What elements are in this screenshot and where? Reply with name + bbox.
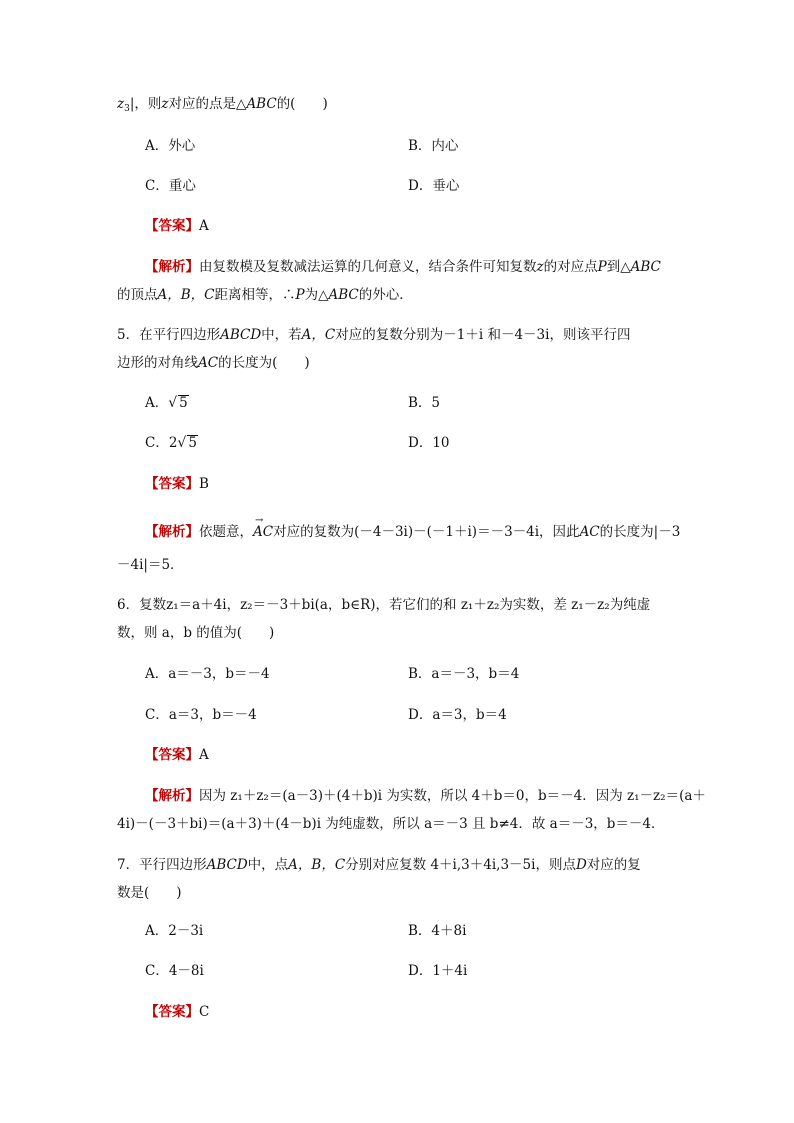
answer-tag: 【答案】 bbox=[145, 218, 199, 234]
q6-analysis-line-2: 4i)－(－3＋bi)＝(a＋3)＋(4－b)i 为纯虚数，所以 a＝－3 且 b≠4．故 a＝－3，b＝－4． bbox=[117, 816, 665, 832]
q5-analysis-line-1: 【解析】依题意，→ AC对应的复数为(－4－3i)－(－1＋i)＝－3－4i，因此AC的长度为|－3 bbox=[145, 522, 680, 542]
q4-answer bbox=[145, 216, 209, 236]
q6-stem-line-2: 数，则 a，b 的值为( ) bbox=[117, 625, 275, 641]
vector-ac: → AC bbox=[253, 522, 273, 542]
q7-stem-line-2: 数是( ) bbox=[117, 885, 182, 901]
q4-option-d[interactable]: D．垂心 bbox=[408, 178, 460, 194]
sqrt-symbol: √ bbox=[177, 435, 187, 451]
q7-option-a[interactable]: A．2－3i bbox=[145, 923, 204, 939]
q6-option-b[interactable]: B．a＝－3，b＝4 bbox=[408, 666, 520, 682]
q7-stem-line-1: 7．平行四边形ABCD中，点A，B，C分别对应复数 4＋i,3＋4i,3－5i，则点D对应的复 bbox=[117, 857, 641, 873]
analysis-tag: 【解析】 bbox=[145, 788, 199, 804]
q5-option-a[interactable]: A．√ 5 bbox=[145, 395, 188, 411]
q7-option-b[interactable]: B．4＋8i bbox=[408, 923, 467, 939]
answer-tag: 【答案】 bbox=[145, 476, 199, 492]
sqrt-symbol: √ bbox=[168, 395, 178, 411]
answer-value: C bbox=[199, 1004, 210, 1020]
q6-option-a[interactable]: A．a＝－3，b＝－4 bbox=[145, 666, 270, 682]
q5-option-d[interactable]: D．10 bbox=[408, 435, 450, 451]
answer-tag: 【答案】 bbox=[145, 1004, 199, 1020]
q4-analysis-line-2: 的顶点A，B，C距离相等，∴P为△ABC的外心． bbox=[117, 287, 413, 303]
q6-option-c[interactable]: C．a＝3，b＝－4 bbox=[145, 707, 257, 723]
analysis-tag: 【解析】 bbox=[145, 524, 199, 540]
q6-stem-line-1: 6．复数z₁＝a＋4i，z₂＝－3＋bi(a，b∈R)，若它们的和 z₁＋z₂为实数，差 z₁－z₂为纯虚 bbox=[117, 597, 651, 613]
answer-value: A bbox=[199, 747, 209, 763]
q5-option-b[interactable]: B．5 bbox=[408, 395, 441, 411]
q4-analysis-line-1: 【解析】由复数模及复数减法运算的几何意义，结合条件可知复数z的对应点P到△ABC bbox=[145, 259, 661, 275]
answer-tag: 【答案】 bbox=[145, 747, 199, 763]
q4-stem-tail: $z_3|$，则z对应的点是△ABC的( ) bbox=[117, 96, 328, 114]
analysis-tag: 【解析】 bbox=[145, 259, 199, 275]
q6-answer bbox=[145, 745, 209, 765]
answer-value: B bbox=[199, 476, 209, 492]
q6-analysis-line-1: 【解析】因为 z₁＋z₂＝(a－3)＋(4＋b)i 为实数，所以 4＋b＝0，b＝－4．因为 z₁－z₂＝(a＋ bbox=[145, 788, 706, 804]
answer-value: A bbox=[199, 218, 209, 234]
q7-answer bbox=[145, 1002, 209, 1022]
q4-option-b[interactable]: B．内心 bbox=[408, 138, 459, 154]
q5-stem-line-1: 5．在平行四边形ABCD中，若A，C对应的复数分别为－1＋i 和－4－3i，则该平行四 bbox=[117, 327, 631, 343]
q4-option-a[interactable]: A．外心 bbox=[145, 138, 196, 154]
q6-option-d[interactable]: D．a＝3，b＝4 bbox=[408, 707, 507, 723]
q5-analysis-line-2: －4i|＝5． bbox=[117, 557, 184, 573]
q7-option-d[interactable]: D．1＋4i bbox=[408, 963, 468, 979]
q5-stem-line-2: 边形的对角线AC的长度为( ) bbox=[117, 355, 310, 371]
q5-answer bbox=[145, 474, 209, 494]
q4-option-c[interactable]: C．重心 bbox=[145, 178, 196, 194]
q7-option-c[interactable]: C．4－8i bbox=[145, 963, 204, 979]
q5-option-c[interactable]: C．2√ 5 bbox=[145, 435, 197, 451]
